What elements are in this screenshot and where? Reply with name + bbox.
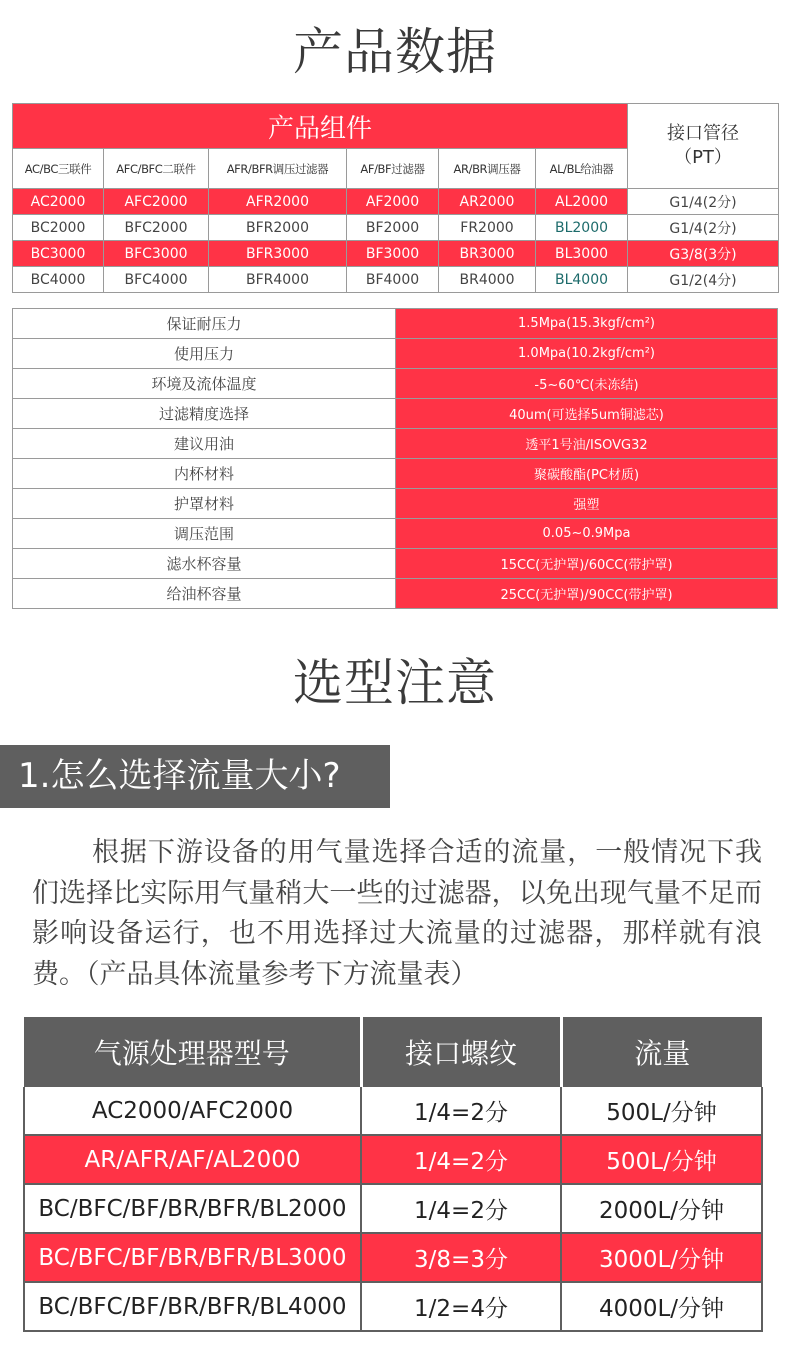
spec-row xyxy=(13,489,778,519)
table-cell: BL4000 xyxy=(536,267,628,293)
table-cell: BFR4000 xyxy=(209,267,347,293)
table-cell: BC3000 xyxy=(13,241,104,267)
table-cell: BFC3000 xyxy=(104,241,209,267)
spec-value: 1.5Mpa(15.3kgf/cm²) xyxy=(396,309,778,339)
table-cell: AF2000 xyxy=(347,189,439,215)
pt-cell: G1/4(2分) xyxy=(628,215,779,241)
table-cell: 500L/分钟 xyxy=(561,1135,762,1184)
table-cell: BC4000 xyxy=(13,267,104,293)
table-cell: AC2000 xyxy=(13,189,104,215)
table-cell: 1/4=2分 xyxy=(361,1135,561,1184)
table-cell: 500L/分钟 xyxy=(561,1087,762,1135)
column-header: AL/BL给油器 xyxy=(536,149,628,189)
spec-row xyxy=(13,369,778,399)
table-cell: BF4000 xyxy=(347,267,439,293)
spec-row xyxy=(13,459,778,489)
pt-header-line1: 接口管径 xyxy=(667,123,740,144)
pt-cell: G3/8(3分) xyxy=(628,241,779,267)
spec-label: 给油杯容量 xyxy=(13,579,396,609)
table-cell: 3/8=3分 xyxy=(361,1233,561,1282)
table-cell: BC/BFC/BF/BR/BFR/BL3000 xyxy=(24,1233,361,1282)
spec-row xyxy=(13,579,778,609)
table-cell: BF3000 xyxy=(347,241,439,267)
table-cell: 1/4=2分 xyxy=(361,1184,561,1233)
table-cell: 1/2=4分 xyxy=(361,1282,561,1331)
table-cell: BFR3000 xyxy=(209,241,347,267)
table-row xyxy=(24,1233,762,1282)
spec-row xyxy=(13,309,778,339)
spec-label: 滤水杯容量 xyxy=(13,549,396,579)
spec-label: 环境及流体温度 xyxy=(13,369,396,399)
column-header: AFR/BFR调压过滤器 xyxy=(209,149,347,189)
column-header: AR/BR调压器 xyxy=(439,149,536,189)
spec-label: 使用压力 xyxy=(13,339,396,369)
advice-paragraph: 根据下游设备的用气量选择合适的流量，一般情况下我们选择比实际用气量稍大一些的过滤器，以免出现气量不足而影响设备运行，也不用选择过大流量的过滤器，那样就有浪费。（产品具体流量参考下方流量表） xyxy=(32,837,762,990)
flow-header-model: 气源处理器型号 xyxy=(24,1017,361,1087)
spec-value: 0.05~0.9Mpa xyxy=(396,519,778,549)
pt-header-line2: （PT） xyxy=(674,147,732,168)
spec-value: 15CC(无护罩)/60CC(带护罩) xyxy=(396,549,778,579)
spec-row xyxy=(13,519,778,549)
table-cell: BR3000 xyxy=(439,241,536,267)
components-group-header: 产品组件 xyxy=(13,104,628,149)
spec-row xyxy=(13,339,778,369)
pt-cell: G1/4(2分) xyxy=(628,189,779,215)
table-cell: BL2000 xyxy=(536,215,628,241)
table-cell: AC2000/AFC2000 xyxy=(24,1087,361,1135)
column-header: AFC/BFC二联件 xyxy=(104,149,209,189)
table-cell: BF2000 xyxy=(347,215,439,241)
table-row xyxy=(24,1087,762,1135)
table-row xyxy=(13,267,779,293)
section-title-selection-notes: 选型注意 xyxy=(293,654,497,712)
spec-value: 1.0Mpa(10.2kgf/cm²) xyxy=(396,339,778,369)
flow-header-row xyxy=(24,1017,762,1087)
table-cell: BFR2000 xyxy=(209,215,347,241)
table-row xyxy=(24,1184,762,1233)
spec-label: 护罩材料 xyxy=(13,489,396,519)
specs-table xyxy=(12,308,778,609)
column-header: AF/BF过滤器 xyxy=(347,149,439,189)
spec-label: 过滤精度选择 xyxy=(13,399,396,429)
components-table xyxy=(12,103,779,293)
spec-row xyxy=(13,549,778,579)
table-row xyxy=(24,1282,762,1331)
table-cell: BC/BFC/BF/BR/BFR/BL2000 xyxy=(24,1184,361,1233)
table-cell: AFR2000 xyxy=(209,189,347,215)
table-cell: AL2000 xyxy=(536,189,628,215)
table-cell: AR2000 xyxy=(439,189,536,215)
flow-header-thread: 接口螺纹 xyxy=(361,1017,561,1087)
table-cell: FR2000 xyxy=(439,215,536,241)
table-cell: BL3000 xyxy=(536,241,628,267)
table-cell: BFC2000 xyxy=(104,215,209,241)
pt-cell: G1/2(4分) xyxy=(628,267,779,293)
table-cell: BC/BFC/BF/BR/BFR/BL4000 xyxy=(24,1282,361,1331)
table-cell: 2000L/分钟 xyxy=(561,1184,762,1233)
spec-value: 聚碳酸酯(PC材质) xyxy=(396,459,778,489)
question-banner: 1.怎么选择流量大小? xyxy=(0,745,390,808)
spec-label: 调压范围 xyxy=(13,519,396,549)
spec-label: 建议用油 xyxy=(13,429,396,459)
flow-table xyxy=(23,1017,763,1332)
spec-value: 25CC(无护罩)/90CC(带护罩) xyxy=(396,579,778,609)
spec-value: 透平1号油/ISOVG32 xyxy=(396,429,778,459)
column-header: AC/BC三联件 xyxy=(13,149,104,189)
table-row xyxy=(13,189,779,215)
table-cell: BR4000 xyxy=(439,267,536,293)
spec-label: 保证耐压力 xyxy=(13,309,396,339)
table-row xyxy=(13,241,779,267)
spec-label: 内杯材料 xyxy=(13,459,396,489)
spec-row xyxy=(13,399,778,429)
table-cell: 3000L/分钟 xyxy=(561,1233,762,1282)
spec-value: -5~60℃(未冻结) xyxy=(396,369,778,399)
table-cell: 4000L/分钟 xyxy=(561,1282,762,1331)
table-cell: AR/AFR/AF/AL2000 xyxy=(24,1135,361,1184)
spec-value: 40um(可选择5um铜滤芯) xyxy=(396,399,778,429)
table-cell: AFC2000 xyxy=(104,189,209,215)
pt-header xyxy=(628,104,779,189)
spec-value: 强塑 xyxy=(396,489,778,519)
table-row xyxy=(13,215,779,241)
section-title-product-data: 产品数据 xyxy=(293,23,497,81)
table-cell: BC2000 xyxy=(13,215,104,241)
table-cell: BFC4000 xyxy=(104,267,209,293)
table-cell: 1/4=2分 xyxy=(361,1087,561,1135)
table-row xyxy=(24,1135,762,1184)
spec-row xyxy=(13,429,778,459)
flow-header-flow: 流量 xyxy=(561,1017,762,1087)
